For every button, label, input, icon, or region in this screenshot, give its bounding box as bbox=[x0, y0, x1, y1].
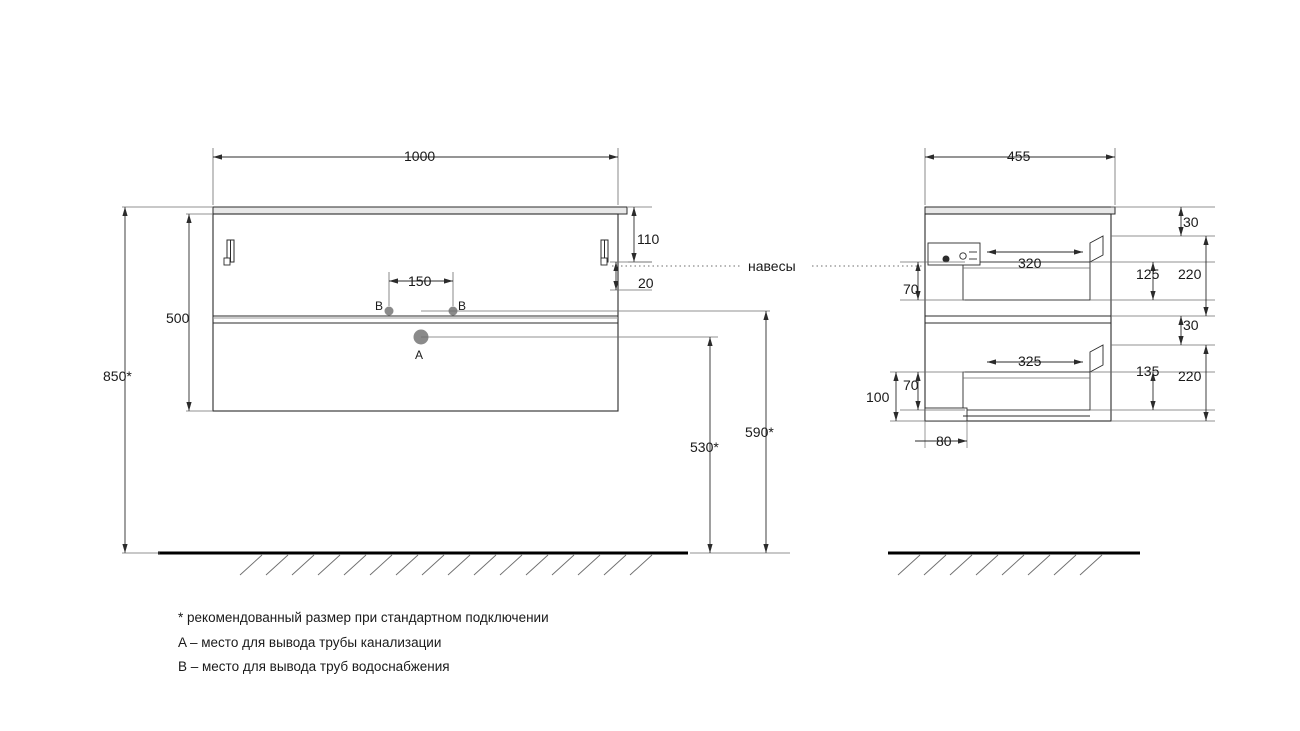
side-countertop bbox=[925, 207, 1115, 214]
dim-label-side-mid-edge: 30 bbox=[1183, 317, 1199, 333]
dim-label-side-lower-total: 220 bbox=[1178, 368, 1202, 384]
marker-label-a: A bbox=[415, 348, 424, 362]
dim-label-side-upper-inner: 125 bbox=[1136, 266, 1160, 282]
dim-label-side-upper-drawer-width: 320 bbox=[1018, 255, 1042, 271]
marker-label-b-right: B bbox=[458, 299, 467, 313]
dim-label-side-lower-drawer-width: 325 bbox=[1018, 353, 1042, 369]
dim-front-total-height bbox=[122, 207, 213, 553]
dim-label-front-width: 1000 bbox=[404, 148, 436, 164]
dim-front-body-height bbox=[186, 214, 213, 411]
front-hanger-right bbox=[601, 240, 608, 265]
dim-label-side-bottom-offset: 100 bbox=[866, 389, 890, 405]
front-countertop bbox=[213, 207, 627, 214]
marker-label-b-left: B bbox=[375, 299, 384, 313]
dim-label-front-water-height: 590* bbox=[745, 424, 774, 440]
note-marker-b: B – место для вывода труб водоснабжения bbox=[178, 659, 450, 674]
dim-label-side-upper-total: 220 bbox=[1178, 266, 1202, 282]
callout-label-hangers: навесы bbox=[748, 258, 796, 274]
note-marker-a: A – место для вывода трубы канализации bbox=[178, 634, 442, 650]
notes-block bbox=[178, 611, 778, 685]
dim-label-front-drain-height: 530* bbox=[690, 439, 719, 455]
dim-label-side-top-edge: 30 bbox=[1183, 214, 1199, 230]
dim-label-front-top-gap: 110 bbox=[637, 231, 660, 247]
note-recommended-size: * рекомендованный размер при стандартном подключении bbox=[178, 610, 549, 625]
dim-label-side-foot: 80 bbox=[936, 433, 952, 449]
front-floor bbox=[158, 553, 688, 575]
dim-label-front-pipe-spacing: 150 bbox=[408, 273, 432, 289]
dim-label-side-lower-offset: 70 bbox=[903, 377, 919, 393]
dim-label-side-upper-offset: 70 bbox=[903, 281, 919, 297]
dim-label-front-body-height: 500 bbox=[166, 310, 190, 326]
dim-label-front-total-height: 850* bbox=[103, 368, 132, 384]
dim-label-side-lower-inner: 135 bbox=[1136, 363, 1160, 379]
side-floor bbox=[888, 553, 1140, 575]
dim-label-front-small-gap: 20 bbox=[638, 275, 654, 291]
front-cabinet-body bbox=[213, 214, 618, 411]
dim-label-side-depth: 455 bbox=[1007, 148, 1031, 164]
